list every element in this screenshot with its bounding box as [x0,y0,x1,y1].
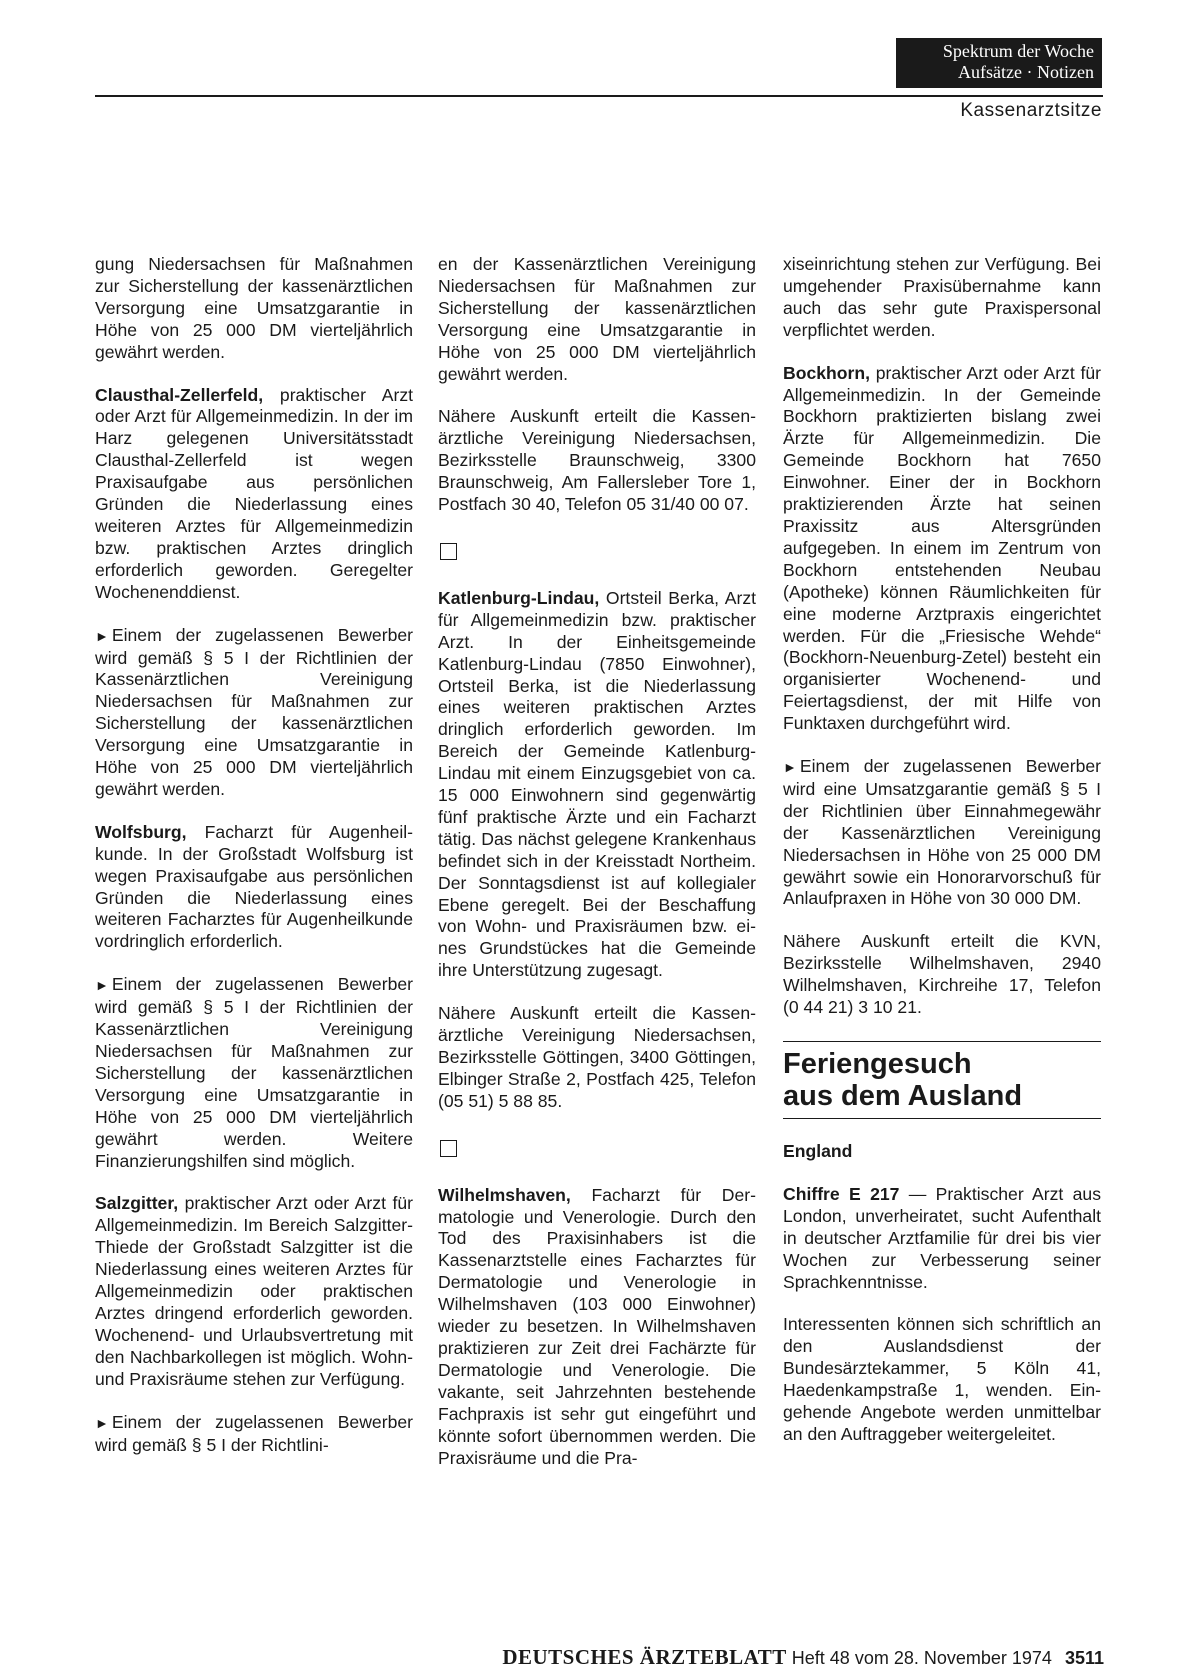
place-heading-bockhorn: Bockhorn, [783,362,870,383]
column-1 [95,254,413,1477]
section-header-box [896,38,1102,88]
col3-paragraph-interested: Interessenten können sich schriftlich an den Auslandsdienst der Bundesärztekammer, 5 Köln 41, Haedenkampstraße 1, wenden. Eingehende Angebote werden unmittelbar an den Auftraggeber weitergeleitet. [783,1314,1101,1444]
header-rule [95,95,1103,97]
issue-info: Heft 48 vom 28. November 1974 [791,1648,1052,1668]
arrow-bullet-icon: ► [95,977,109,994]
col3-paragraph-1: xiseinrichtung stehen zur Verfügung. Bei umgehender Praxisübernahme kann auch das sehr gute Praxispersonal verpflichtet werden. [783,254,1101,340]
col3-paragraph-chiffre: Chiffre E 217 — Praktischer Arzt aus London, unverheiratet, sucht Aufenthalt in deutscher Arztfamilie für drei bis vier Wochen zur Verbesserung seiner Sprachkenntnisse. [783,1183,1101,1292]
header-box-line2: Aufsätze · Notizen [958,62,1094,82]
header-box-line1: Spektrum der Woche [942,41,1094,61]
chiffre-heading: Chiffre E 217 [783,1183,900,1204]
col2-paragraph-katlenburg: Katlenburg-Lindau, Ortsteil Berka, Arzt für Allgemeinmedizin bzw. praktischer Arzt. In der Einheitsgemeinde Katlenburg-Lindau (7850 Einwohner), Ortsteil Berka, ist die Niederlassung eines weiteren praktischen Arztes dringlich erforderlich geworden. Im Bereich der Gemeinde Katlenburg-Lindau mit einem Einzugsgebiet von ca. 15 000 Einwohnern sind gegenwärtig fünf praktische Ärzte und ein Facharzt tätig. Das nächst gelegene Krankenhaus befindet sich in der Kreisstadt Northeim. Der Sonntagsdienst ist auf kollegialer Ebene geregelt. Bei der Beschaffung von Wohn- und Praxisräumen bzw. eines Grundstückes hat die Gemeinde ihre Unterstützung zugesagt. [438,587,757,981]
column-2 [438,254,756,1490]
col1-paragraph-1: gung Niedersachsen für Maßnahmen zur Sicherstellung der kassenärztlichen Versorgung eine Umsatzgarantie in Höhe von 25 000 DM vierteljährlich gewährt werden. [95,254,413,362]
col2-paragraph-contact-goettingen: Nähere Auskunft erteilt die Kassenärztliche Vereinigung Niedersachsen, Bezirksstelle Göttingen, 3400 Göttingen, Elbinger Straße 2, Postfach 425, Telefon (05 51) 5 88 85. [438,1003,756,1111]
section-label: Kassenarztsitze [960,100,1102,121]
feature-top-rule [783,1041,1101,1042]
arrow-bullet-icon: ► [95,627,109,644]
magazine-title: DEUTSCHES ÄRZTEBLATT [502,1645,787,1669]
col2-paragraph-1: en der Kassenärztlichen Vereinigung Niedersachsen für Maßnahmen zur Sicherstellung der kassenärztlichen Versorgung eine Umsatzgarantie in Höhe von 25 000 DM vierteljährlich gewährt werden. [438,254,756,384]
section-end-square-icon [440,1140,457,1157]
section-end-square-icon [440,543,457,560]
feature-title-line2: aus dem Ausland [783,1080,1023,1112]
col2-paragraph-wilhelmshaven: Wilhelmshaven, Facharzt für Dermatologie und Venerologie. Durch den Tod des Praxisinhabers ist die Kassenarztstelle eines Facharztes für Dermatologie und Venerologie in Wilhelmshaven (103 000 Einwohner) wieder zu besetzen. In Wilhelmshaven praktizieren zur Zeit drei Fachärzte für Dermatologie und Venerologie. Die vakante, seit Jahrzehnten bestehende Fachpraxis ist sehr gut eingeführt und könnte sofort übernommen werden. Die Praxisräume und die Pra- [438,1184,756,1468]
col1-paragraph-guarantee-1: ► Einem der zugelassenen Bewerber wird gemäß § 5 I der Richtlinien der Kassenärztlichen Vereinigung Niedersachsen für Maßnahmen zur Sicherstellung der kassenärztlichen Versorgung eine Umsatzgarantie in Höhe von 25 000 DM vierteljährlich gewährt werden. [95,624,413,799]
col1-paragraph-guarantee-2: ► Einem der zugelassenen Bewerber wird gemäß § 5 I der Richtlinien der Kassenärztlichen Vereinigung Niedersachsen für Maßnahmen zur Sicherstellung der kassenärztlichen Versorgung eine Umsatzgarantie in Höhe von 25 000 DM vierteljährlich gewährt werden. Weitere Finanzierungshilfen sind möglich. [95,974,413,1171]
arrow-bullet-icon: ► [783,759,797,776]
col2-paragraph-contact-braunschweig: Nähere Auskunft erteilt die Kassenärztliche Vereinigung Niedersachsen, Bezirksstelle Braunschweig, 3300 Braunschweig, Am Fallersleber Tore 1, Postfach 30 40, Telefon 05 31/40 00 07. [438,406,756,515]
place-heading-wilhelmshaven: Wilhelmshaven, [438,1184,571,1205]
col3-paragraph-contact-wilhelmshaven: Nähere Auskunft erteilt die KVN, Bezirksstelle Wilhelmshaven, 2940 Wilhelmshaven, Kirchreihe 17, Telefon (0 44 21) 3 10 21. [783,931,1101,1018]
place-heading-wolfsburg: Wolfsburg, [95,821,187,842]
page-footer [424,1645,1104,1670]
column-3 [783,254,1101,1467]
col3-paragraph-bockhorn: Bockhorn, praktischer Arzt oder Arzt für Allgemeinmedizin. In der Gemeinde Bockhorn praktizierten bislang zwei Ärzte für Allgemeinmedizin. Die Gemeinde Bockhorn hat 7650 Einwohner. Einer der in Bockhorn praktizierenden Ärzte hat seinen Praxissitz aus Altersgründen aufgegeben. In einem im Zentrum von Bockhorn entstehenden Neubau (Apotheke) können Räumlichkeiten für eine moderne Arztpraxis eingerichtet werden. Für die „Friesische Wehde“ (Bockhorn-Neuenburg-Zetel) besteht ein organisierter Wochenend- und Feiertagsdienst, der mit Hilfe von Funktaxen durchgeführt wird. [783,362,1101,734]
col1-paragraph-salzgitter: Salzgitter, praktischer Arzt oder Arzt für Allgemeinmedizin. Im Bereich Salzgitter-Thiede der Großstadt Salzgitter ist die Niederlassung eines weiteren Arztes für Allgemeinmedizin oder praktischen Arztes dringend erforderlich geworden. Wochenend- und Urlaubsvertretung mit den Nachbarkollegen ist möglich. Wohn- und Praxisräume stehen zur Verfügung. [95,1193,413,1389]
arrow-bullet-icon: ► [95,1414,109,1431]
col1-paragraph-clausthal: Clausthal-Zellerfeld, praktischer Arzt oder Arzt für Allgemeinmedizin. In der im Harz gelegenen Universitätsstadt Clausthal-Zellerfeld ist wegen Praxisaufgabe aus persönlichen Gründen die Niederlassung eines weiteren Arztes für Allgemeinmedizin bzw. praktischen Arztes dringlich erforderlich geworden. Geregelter Wochenenddienst. [95,384,413,602]
country-subheading: England [783,1141,853,1161]
feature-title-line1: Feriengesuch [783,1048,972,1080]
place-heading-katlenburg: Katlenburg-Lindau, [438,587,600,608]
col1-paragraph-guarantee-3: ► Einem der zugelassenen Bewerber wird gemäß § 5 I der Richtlini- [95,1411,413,1455]
col3-paragraph-guarantee: ► Einem der zugelassenen Bewerber wird eine Umsatzgarantie gemäß § 5 I der Richtlinien über Einnahmegewähr der Kassenärztlichen Vereinigung Niedersachsen in Höhe von 25 000 DM gewährt sowie ein Honorarvorschuß für Anlaufpraxen in Höhe von 30 000 DM. [783,756,1101,909]
page-number: 3511 [1064,1648,1104,1668]
feature-title [783,1048,1101,1112]
feature-bottom-rule [783,1118,1101,1119]
place-heading-salzgitter: Salzgitter, [95,1193,179,1214]
col1-paragraph-wolfsburg: Wolfsburg, Facharzt für Augenheilkunde. In der Großstadt Wolfsburg ist wegen Praxisaufgabe aus persönlichen Gründen die Niederlassung eines weiteren Facharztes für Augenheilkunde vordringlich erforderlich. [95,821,413,952]
place-heading-clausthal: Clausthal-Zellerfeld, [95,384,264,405]
